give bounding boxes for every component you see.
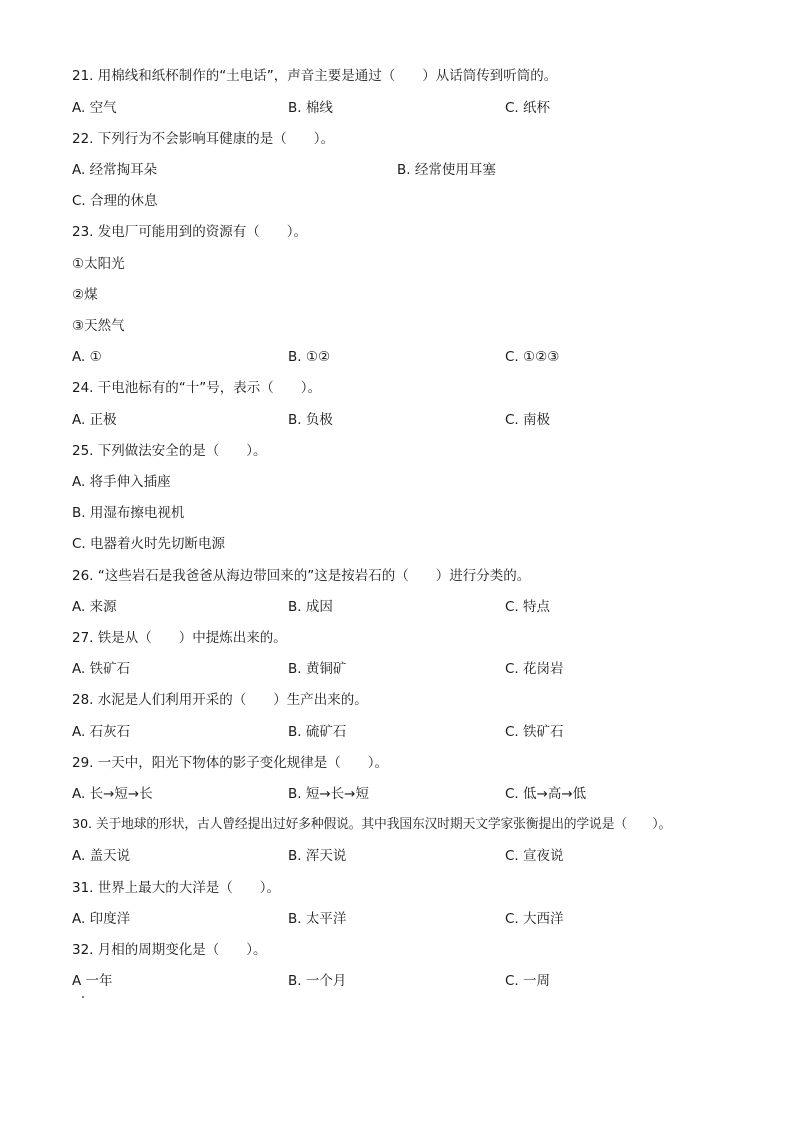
question-23-item-3: ③天然气 (72, 318, 125, 334)
question-25-stem: 25. 下列做法安全的是（ ）。 (72, 443, 267, 459)
question-25-option-b: B. 用湿布擦电视机 (72, 505, 185, 521)
question-25-option-a: A. 将手伸入插座 (72, 474, 171, 490)
question-27-option-b: B. 黄铜矿 (288, 661, 347, 677)
question-23-option-a: A. ① (72, 349, 102, 365)
question-31-option-b: B. 太平洋 (288, 911, 347, 927)
question-30-option-c: C. 宣夜说 (505, 848, 564, 864)
question-29-option-a: A. 长→短→长 (72, 786, 153, 802)
question-26-stem: 26. “这些岩石是我爸爸从海边带回来的”这是按岩石的（ ）进行分类的。 (72, 568, 531, 584)
question-22-option-a: A. 经常掏耳朵 (72, 162, 158, 178)
question-21-stem: 21. 用棉线和纸杯制作的“土电话”，声音主要是通过（ ）从话筒传到听筒的。 (72, 68, 558, 84)
question-28-option-c: C. 铁矿石 (505, 724, 564, 740)
question-23-item-2: ②煤 (72, 287, 98, 303)
question-31-option-c: C. 大西洋 (505, 911, 564, 927)
question-30-option-a: A. 盖天说 (72, 848, 131, 864)
question-29-option-b: B. 短→长→短 (288, 786, 369, 802)
question-26-option-a: A. 来源 (72, 599, 117, 615)
question-24-stem: 24. 干电池标有的“十”号，表示（ ）。 (72, 380, 321, 396)
question-22-option-b: B. 经常使用耳塞 (397, 162, 496, 178)
question-21-option-a: A. 空气 (72, 100, 117, 116)
question-27-option-a: A. 铁矿石 (72, 661, 131, 677)
question-32-option-c: C. 一周 (505, 973, 551, 989)
question-24-option-a: A. 正极 (72, 412, 117, 428)
question-24-option-b: B. 负极 (288, 412, 333, 428)
question-21-option-b: B. 棉线 (288, 100, 333, 116)
question-32-option-b: B. 一个月 (288, 973, 347, 989)
question-32-option-a: A 一年 (72, 973, 113, 989)
question-32-stem: 32. 月相的周期变化是（ ）。 (72, 942, 267, 958)
question-28-stem: 28. 水泥是人们利用开采的（ ）生产出来的。 (72, 692, 368, 708)
question-29-option-c: C. 低→高→低 (505, 786, 587, 802)
question-29-stem: 29. 一天中，阳光下物体的影子变化规律是（ ）。 (72, 755, 389, 771)
question-22-stem: 22. 下列行为不会影响耳健康的是（ ）。 (72, 131, 335, 147)
question-31-option-a: A. 印度洋 (72, 911, 131, 927)
question-21-option-c: C. 纸杯 (505, 100, 551, 116)
question-30-stem: 30. 关于地球的形状，古人曾经提出过好多种假说。其中我国东汉时期天文学家张衡提出的学说是（ ）。 (72, 817, 672, 832)
question-23-item-1: ①太阳光 (72, 256, 125, 272)
question-31-stem: 31. 世界上最大的大洋是（ ）。 (72, 880, 281, 896)
question-27-option-c: C. 花岗岩 (505, 661, 564, 677)
question-26-option-b: B. 成因 (288, 599, 333, 615)
question-27-stem: 27. 铁是从（ ）中提炼出来的。 (72, 630, 287, 646)
question-23-option-b: B. ①② (288, 349, 331, 365)
question-24-option-c: C. 南极 (505, 412, 551, 428)
question-28-option-a: A. 石灰石 (72, 724, 131, 740)
question-25-option-c: C. 电器着火时先切断电源 (72, 536, 226, 552)
question-26-option-c: C. 特点 (505, 599, 551, 615)
question-30-option-b: B. 浑天说 (288, 848, 347, 864)
question-23-stem: 23. 发电厂可能用到的资源有（ ）。 (72, 224, 308, 240)
stray-dot (82, 996, 84, 998)
question-23-option-c: C. ①②③ (505, 349, 560, 365)
question-28-option-b: B. 硫矿石 (288, 724, 347, 740)
question-22-option-c: C. 合理的休息 (72, 193, 158, 209)
